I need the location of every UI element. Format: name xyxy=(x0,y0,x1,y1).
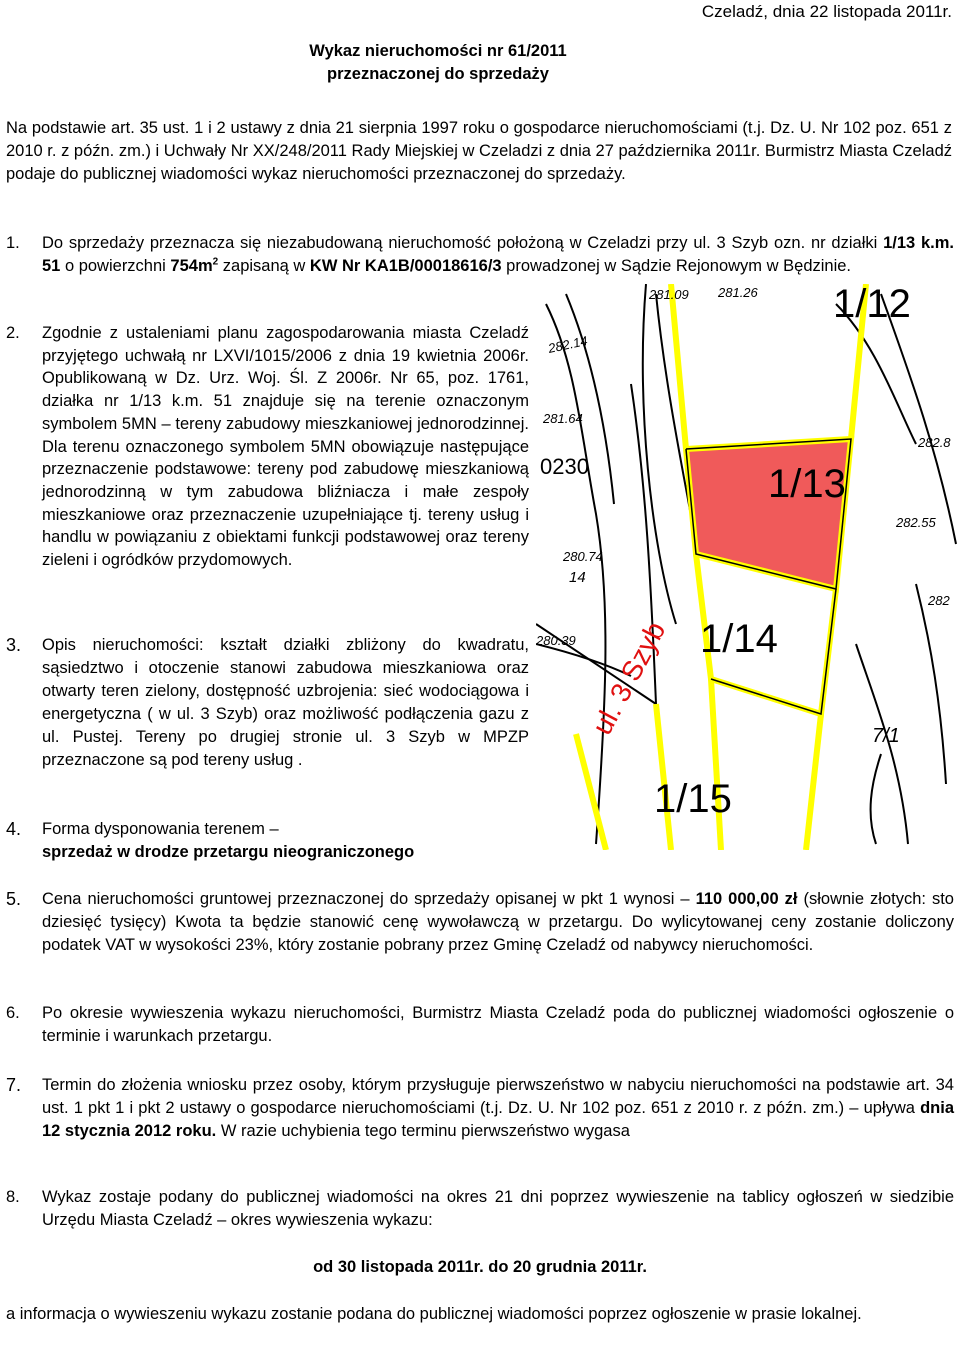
map-number: 0230 xyxy=(540,454,589,479)
item-3-number: 3. xyxy=(6,635,22,655)
footer-note: a informacja o wywieszeniu wykazu zostanie podana do publicznej wiadomości poprzez ogłoszenie w prasie lokalnej. xyxy=(6,1305,862,1323)
item-2-number: 2. xyxy=(6,324,20,342)
item-6-number: 6. xyxy=(6,1004,20,1022)
map-number: 281.09 xyxy=(649,287,689,302)
item-2-text: Zgodnie z ustaleniami planu zagospodarowania miasta Czeladź przyjętego uchwałą nr LXVI/1015/2006 z dnia 19 kwietnia 2006r. Opublikowaną w Dz. Urz. Woj. Śl. Z 2006r. Nr 65, poz. 1761, działka nr 1/13 k.m. 51 znajduje się na terenie oznaczonym symbolem 5MN – tereny zabudowy mieszkaniowej jednorodzinnej. Dla terenu oznaczonego symbolem 5MN obowiązuje następujące przeznaczenie podstawowe: tereny pod zabudowę mieszkaniową jednorodzinną w tym zabudowa bliźniacza i małe zespoły mieszkaniowe oraz przeznaczenie uzupełniające tj. tereny usług i handlu w powiązaniu z obiektami funkcji podstawowej oraz tereny zieleni i ogródków przydomowych. xyxy=(42,324,529,570)
item-4-text: Forma dysponowania terenem – sprzedaż w drodze przetargu nieograniczonego xyxy=(42,820,415,861)
document-date: Czeladź, dnia 22 listopada 2011r. xyxy=(701,2,952,21)
document-title xyxy=(228,40,648,86)
item-1-number: 1. xyxy=(6,234,20,252)
item-6-text: Po okresie wywieszenia wykazu nieruchomości, Burmistrz Miasta Czeladź poda do publicznej wiadomości ogłoszenie o terminie i warunkach przetargu. xyxy=(42,1004,954,1045)
parcel-map xyxy=(536,284,960,850)
map-number: 280.74 xyxy=(563,549,603,564)
map-number: 14 xyxy=(569,569,586,586)
parcel-label-1-15: 1/15 xyxy=(654,777,732,821)
parcel-label-1-13: 1/13 xyxy=(768,462,846,506)
map-number: 281.64 xyxy=(543,411,583,426)
map-number: 281.26 xyxy=(718,285,758,300)
intro-paragraph: Na podstawie art. 35 ust. 1 i 2 ustawy z dnia 21 sierpnia 1997 roku o gospodarce nieruchomościami (t.j. Dz. U. Nr 102 poz. 651 z 2010 r. z późn. zm.) i Uchwały Nr XX/248/2011 Rady Miejskiej w Czeladzi z dnia 27 października 2011r. Burmistrz Miasta Czeladź podaje do publicznej wiadomości wykaz nieruchomości przeznaczonej do sprzedaży. xyxy=(6,119,952,183)
title-line-1: Wykaz nieruchomości nr 61/2011 xyxy=(309,42,567,60)
item-8-number: 8. xyxy=(6,1188,20,1206)
posting-period: od 30 listopada 2011r. do 20 grudnia 2011r. xyxy=(313,1258,647,1276)
map-number: 282.55 xyxy=(896,515,936,530)
item-5-number: 5. xyxy=(6,889,22,909)
map-number: 282.14 xyxy=(546,333,589,356)
item-7-number: 7. xyxy=(6,1075,22,1095)
item-8-text: Wykaz zostaje podany do publicznej wiadomości na okres 21 dni poprzez wywieszenie na tablicy ogłoszeń w siedzibie Urzędu Miasta Czeladź – okres wywieszenia wykazu: xyxy=(42,1188,954,1229)
map-number: 282.8 xyxy=(918,435,951,450)
title-line-2: przeznaczonej do sprzedaży xyxy=(327,65,549,83)
parcel-label-1-14: 1/14 xyxy=(700,617,778,661)
item-5-text: Cena nieruchomości gruntowej przeznaczonej do sprzedaży opisanej w pkt 1 wynosi – 110 000,00 zł (słownie złotych: sto dziesięć tysięcy) Kwota ta będzie stanowić cenę wywoławczą w przetargu. Do wylicytowanej ceny zostanie doliczony podatek VAT w wysokości 23%, który zostanie pobrany przez Gminę Czeladź od nabywcy nieruchomości. xyxy=(42,890,954,954)
map-number: 7/1 xyxy=(872,725,900,747)
item-4-number: 4. xyxy=(6,819,22,839)
map-number: 282 xyxy=(928,593,950,608)
item-1-text: Do sprzedaży przeznacza się niezabudowaną nieruchomość położoną w Czeladzi przy ul. 3 Szyb ozn. nr działki 1/13 k.m. 51 o powierzchni $754m^2$ zapisaną w KW Nr KA1B/00018616/3 prowadzonej w Sądzie Rejonowym w Będzinie. xyxy=(42,234,954,275)
street-label: ul. 3 Szyb xyxy=(586,616,672,740)
map-number: 280.39 xyxy=(536,633,576,648)
item-7-text: Termin do złożenia wniosku przez osoby, którym przysługuje pierwszeństwo w nabyciu nieruchomości na podstawie art. 34 ust. 1 pkt 1 i pkt 2 ustawy o gospodarce nieruchomościami (t.j. Dz. U. Nr 102 poz. 651 z 2010 r. z późn. zm.) – upływa dnia 12 stycznia 2012 roku. W razie uchybienia tego terminu pierwszeństwo wygasa xyxy=(42,1076,954,1140)
item-3-text: Opis nieruchomości: kształt działki zbliżony do kwadratu, sąsiedztwo i otoczenie stanowi zabudowa mieszkaniowa oraz otwarty teren zielony, dostępność uzbrojenia: sieć wodociągowa i energetyczna ( w ul. 3 Szyb) oraz możliwość podłączenia gazu z ul. Pustej. Tereny po drugiej stronie ul. 3 Szyb w MPZP przeznaczone są pod tereny usług . xyxy=(42,636,529,769)
parcel-label-1-12: 1/12 xyxy=(833,282,911,326)
